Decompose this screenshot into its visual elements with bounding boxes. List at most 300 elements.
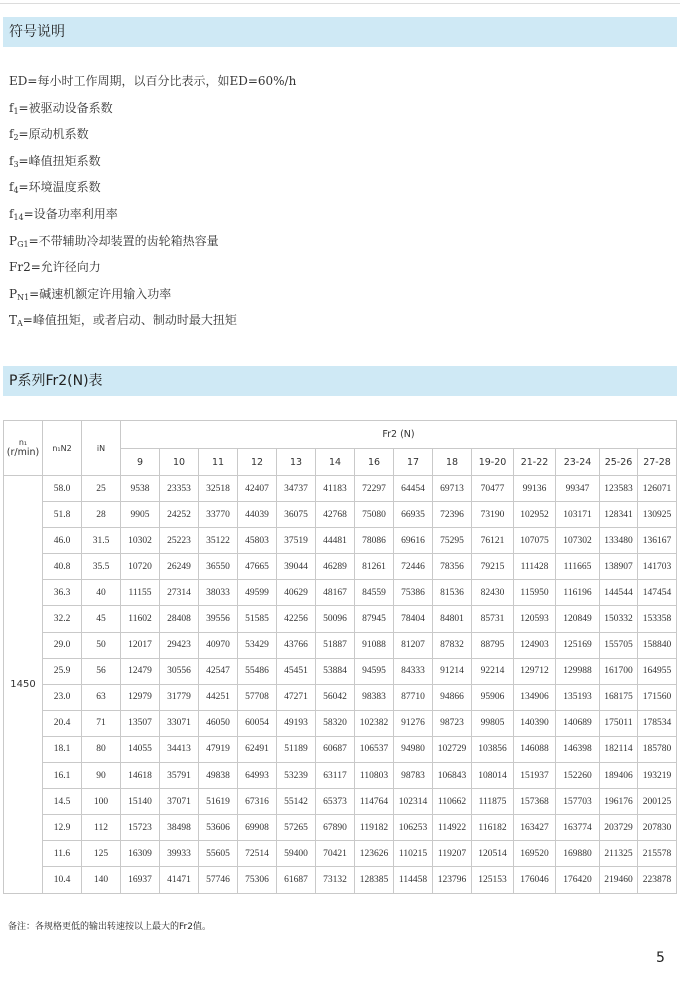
fr2-cell: 147454 xyxy=(638,580,677,606)
fr2-cell: 59400 xyxy=(277,841,316,867)
ratio-cell: 71 xyxy=(82,710,121,736)
n2-cell: 11.6 xyxy=(43,841,82,867)
fr2-cell: 12479 xyxy=(121,658,160,684)
fr2-cell: 53606 xyxy=(199,815,238,841)
fr2-cell: 94866 xyxy=(433,684,472,710)
header-size-col: 13 xyxy=(277,449,316,476)
fr2-cell: 114458 xyxy=(394,867,433,893)
header-size-col: 17 xyxy=(394,449,433,476)
fr2-cell: 45803 xyxy=(238,528,277,554)
header-size-col: 10 xyxy=(160,449,199,476)
section-title: 符号说明 xyxy=(9,24,65,40)
fr2-cell: 42768 xyxy=(316,502,355,528)
symbol-item xyxy=(9,174,296,201)
fr2-cell: 69713 xyxy=(433,476,472,502)
fr2-cell: 135193 xyxy=(556,684,600,710)
fr2-cell: 81536 xyxy=(433,580,472,606)
fr2-cell: 63117 xyxy=(316,763,355,789)
fr2-cell: 67890 xyxy=(316,815,355,841)
fr2-cell: 123583 xyxy=(600,476,638,502)
table-row xyxy=(4,867,677,893)
fr2-cell: 56042 xyxy=(316,684,355,710)
fr2-cell: 106843 xyxy=(433,763,472,789)
fr2-cell: 111875 xyxy=(472,789,514,815)
fr2-cell: 125169 xyxy=(556,632,600,658)
fr2-cell: 99805 xyxy=(472,710,514,736)
fr2-cell: 125153 xyxy=(472,867,514,893)
fr2-cell: 72396 xyxy=(433,502,472,528)
fr2-cell: 146088 xyxy=(514,736,556,762)
fr2-cell: 47665 xyxy=(238,554,277,580)
n2-cell: 32.2 xyxy=(43,606,82,632)
symbol-subscript: 14 xyxy=(13,212,24,222)
header-size-col: 16 xyxy=(355,449,394,476)
fr2-cell: 12017 xyxy=(121,632,160,658)
fr2-cell: 164955 xyxy=(638,658,677,684)
fr2-cell: 42547 xyxy=(199,658,238,684)
fr2-cell: 67316 xyxy=(238,789,277,815)
symbol-name: f xyxy=(9,206,14,221)
fr2-cell: 110662 xyxy=(433,789,472,815)
fr2-cell: 106253 xyxy=(394,815,433,841)
table-row xyxy=(4,789,677,815)
fr2-cell: 102729 xyxy=(433,736,472,762)
symbol-name: f xyxy=(9,127,14,142)
section-header-fr2-table xyxy=(3,366,677,396)
symbol-description: =峰值扭矩系数 xyxy=(18,153,101,168)
symbol-name: P xyxy=(9,286,18,301)
fr2-cell: 200125 xyxy=(638,789,677,815)
header-size-col: 9 xyxy=(121,449,160,476)
header-size-col: 27-28 xyxy=(638,449,677,476)
fr2-cell: 37519 xyxy=(277,528,316,554)
fr2-cell: 33770 xyxy=(199,502,238,528)
fr2-cell: 27314 xyxy=(160,580,199,606)
fr2-cell: 153358 xyxy=(638,606,677,632)
fr2-cell: 57708 xyxy=(238,684,277,710)
table-row xyxy=(4,658,677,684)
fr2-cell: 111428 xyxy=(514,554,556,580)
fr2-cell: 103856 xyxy=(472,736,514,762)
symbol-item xyxy=(9,148,296,175)
ratio-cell: 35.5 xyxy=(82,554,121,580)
header-n1-unit: (r/min) xyxy=(6,447,40,458)
symbol-subscript: 1 xyxy=(13,106,19,116)
symbol-subscript: 4 xyxy=(13,186,19,196)
fr2-cell: 66935 xyxy=(394,502,433,528)
table-row xyxy=(4,632,677,658)
fr2-cell: 107302 xyxy=(556,528,600,554)
fr2-cell: 150332 xyxy=(600,606,638,632)
fr2-cell: 65373 xyxy=(316,789,355,815)
n2-cell: 10.4 xyxy=(43,867,82,893)
page-number: 5 xyxy=(656,950,665,966)
fr2-cell: 87832 xyxy=(433,632,472,658)
fr2-cell: 12979 xyxy=(121,684,160,710)
symbol-description: =被驱动设备系数 xyxy=(18,100,113,115)
symbol-subscript: N1 xyxy=(17,292,30,302)
n2-cell: 36.3 xyxy=(43,580,82,606)
fr2-cell: 24252 xyxy=(160,502,199,528)
fr2-cell: 114922 xyxy=(433,815,472,841)
fr2-cell: 51619 xyxy=(199,789,238,815)
fr2-cell: 48167 xyxy=(316,580,355,606)
fr2-cell: 11602 xyxy=(121,606,160,632)
fr2-cell: 55605 xyxy=(199,841,238,867)
fr2-cell: 124903 xyxy=(514,632,556,658)
table-row xyxy=(4,580,677,606)
fr2-cell: 91214 xyxy=(433,658,472,684)
fr2-cell: 32518 xyxy=(199,476,238,502)
fr2-cell: 140390 xyxy=(514,710,556,736)
fr2-cell: 26249 xyxy=(160,554,199,580)
ratio-cell: 80 xyxy=(82,736,121,762)
fr2-cell: 51189 xyxy=(277,736,316,762)
fr2-cell: 36075 xyxy=(277,502,316,528)
fr2-cell: 57746 xyxy=(199,867,238,893)
symbol-description: =每小时工作周期，以百分比表示，如ED=60%/h xyxy=(27,74,297,88)
fr2-cell: 14055 xyxy=(121,736,160,762)
symbol-description: =允许径向力 xyxy=(30,260,101,275)
fr2-cell: 114764 xyxy=(355,789,394,815)
footnote: 备注：各规格更低的输出转速按以上最大的Fr2值。 xyxy=(8,922,211,932)
fr2-cell: 15723 xyxy=(121,815,160,841)
fr2-cell: 78356 xyxy=(433,554,472,580)
header-in: iN xyxy=(82,421,121,476)
symbol-subscript: G1 xyxy=(17,239,29,249)
fr2-cell: 102382 xyxy=(355,710,394,736)
ratio-cell: 31.5 xyxy=(82,528,121,554)
fr2-cell: 108014 xyxy=(472,763,514,789)
fr2-cell: 98383 xyxy=(355,684,394,710)
fr2-cell: 94980 xyxy=(394,736,433,762)
header-n1 xyxy=(4,421,43,476)
fr2-cell: 87945 xyxy=(355,606,394,632)
fr2-cell: 134906 xyxy=(514,684,556,710)
header-size-col: 19-20 xyxy=(472,449,514,476)
fr2-cell: 84559 xyxy=(355,580,394,606)
ratio-cell: 125 xyxy=(82,841,121,867)
fr2-cell: 46289 xyxy=(316,554,355,580)
fr2-cell: 72446 xyxy=(394,554,433,580)
fr2-cell: 85731 xyxy=(472,606,514,632)
fr2-cell: 25223 xyxy=(160,528,199,554)
table-row xyxy=(4,815,677,841)
fr2-cell: 36550 xyxy=(199,554,238,580)
n1-value: 1450 xyxy=(4,476,43,894)
top-rule xyxy=(0,3,680,4)
symbol-description: =环境温度系数 xyxy=(18,180,101,195)
fr2-cell: 60687 xyxy=(316,736,355,762)
symbol-item xyxy=(9,307,296,334)
ratio-cell: 100 xyxy=(82,789,121,815)
fr2-cell: 223878 xyxy=(638,867,677,893)
fr2-cell: 141703 xyxy=(638,554,677,580)
fr2-cell: 91276 xyxy=(394,710,433,736)
fr2-cell: 51887 xyxy=(316,632,355,658)
fr2-cell: 60054 xyxy=(238,710,277,736)
header-size-col: 21-22 xyxy=(514,449,556,476)
fr2-cell: 163427 xyxy=(514,815,556,841)
fr2-cell: 38498 xyxy=(160,815,199,841)
fr2-cell: 94595 xyxy=(355,658,394,684)
fr2-cell: 103171 xyxy=(556,502,600,528)
table-row xyxy=(4,554,677,580)
header-size-col: 14 xyxy=(316,449,355,476)
fr2-cell: 82430 xyxy=(472,580,514,606)
fr2-cell: 10302 xyxy=(121,528,160,554)
ratio-cell: 50 xyxy=(82,632,121,658)
fr2-cell: 116196 xyxy=(556,580,600,606)
fr2-cell: 64993 xyxy=(238,763,277,789)
symbol-list xyxy=(9,68,296,334)
n2-cell: 29.0 xyxy=(43,632,82,658)
fr2-cell: 75080 xyxy=(355,502,394,528)
fr2-cell: 40970 xyxy=(199,632,238,658)
fr2-cell: 53429 xyxy=(238,632,277,658)
fr2-cell: 45451 xyxy=(277,658,316,684)
ratio-cell: 25 xyxy=(82,476,121,502)
fr2-cell: 175011 xyxy=(600,710,638,736)
fr2-cell: 176046 xyxy=(514,867,556,893)
fr2-cell: 95906 xyxy=(472,684,514,710)
fr2-cell: 106537 xyxy=(355,736,394,762)
fr2-cell: 138907 xyxy=(600,554,638,580)
fr2-cell: 34737 xyxy=(277,476,316,502)
fr2-cell: 44481 xyxy=(316,528,355,554)
fr2-cell: 84333 xyxy=(394,658,433,684)
fr2-cell: 16309 xyxy=(121,841,160,867)
fr2-cell: 119182 xyxy=(355,815,394,841)
fr2-cell: 41183 xyxy=(316,476,355,502)
n2-cell: 23.0 xyxy=(43,684,82,710)
symbol-name: f xyxy=(9,153,14,168)
fr2-cell: 29423 xyxy=(160,632,199,658)
table-row xyxy=(4,736,677,762)
fr2-cell: 75295 xyxy=(433,528,472,554)
fr2-cell: 70477 xyxy=(472,476,514,502)
fr2-cell: 69616 xyxy=(394,528,433,554)
fr2-cell: 72514 xyxy=(238,841,277,867)
fr2-cell: 189406 xyxy=(600,763,638,789)
fr2-cell: 11155 xyxy=(121,580,160,606)
fr2-cell: 84801 xyxy=(433,606,472,632)
symbol-name: f xyxy=(9,100,14,115)
fr2-cell: 146398 xyxy=(556,736,600,762)
symbol-item xyxy=(9,68,296,95)
symbol-item xyxy=(9,254,296,281)
header-size-col: 25-26 xyxy=(600,449,638,476)
fr2-cell: 88795 xyxy=(472,632,514,658)
fr2-cell: 133480 xyxy=(600,528,638,554)
fr2-cell: 73132 xyxy=(316,867,355,893)
n2-cell: 25.9 xyxy=(43,658,82,684)
fr2-cell: 136167 xyxy=(638,528,677,554)
fr2-cell: 40629 xyxy=(277,580,316,606)
header-size-col: 18 xyxy=(433,449,472,476)
fr2-cell: 53884 xyxy=(316,658,355,684)
fr2-cell: 58320 xyxy=(316,710,355,736)
fr2-cell: 55486 xyxy=(238,658,277,684)
fr2-cell: 157368 xyxy=(514,789,556,815)
section-header-symbols xyxy=(3,17,677,47)
fr2-cell: 155705 xyxy=(600,632,638,658)
fr2-cell: 120593 xyxy=(514,606,556,632)
header-n1-symbol: n₁ xyxy=(18,438,28,447)
table-row xyxy=(4,684,677,710)
fr2-cell: 72297 xyxy=(355,476,394,502)
fr2-cell: 69908 xyxy=(238,815,277,841)
fr2-cell: 23353 xyxy=(160,476,199,502)
ratio-cell: 56 xyxy=(82,658,121,684)
fr2-cell: 49193 xyxy=(277,710,316,736)
header-size-col: 11 xyxy=(199,449,238,476)
fr2-cell: 115950 xyxy=(514,580,556,606)
fr2-cell: 87710 xyxy=(394,684,433,710)
fr2-cell: 120514 xyxy=(472,841,514,867)
fr2-cell: 169520 xyxy=(514,841,556,867)
fr2-cell: 193219 xyxy=(638,763,677,789)
symbol-name: P xyxy=(9,233,18,248)
symbol-subscript: 2 xyxy=(13,133,19,143)
table-row xyxy=(4,606,677,632)
fr2-cell: 110803 xyxy=(355,763,394,789)
fr2-cell: 110215 xyxy=(394,841,433,867)
fr2-cell: 62491 xyxy=(238,736,277,762)
fr2-cell: 64454 xyxy=(394,476,433,502)
table-row xyxy=(4,502,677,528)
fr2-cell: 91088 xyxy=(355,632,394,658)
fr2-cell: 55142 xyxy=(277,789,316,815)
header-n2: n₁N2 xyxy=(43,421,82,476)
fr2-cell: 49838 xyxy=(199,763,238,789)
fr2-cell: 30556 xyxy=(160,658,199,684)
fr2-cell: 14618 xyxy=(121,763,160,789)
fr2-cell: 152260 xyxy=(556,763,600,789)
fr2-cell: 140689 xyxy=(556,710,600,736)
fr2-cell: 47271 xyxy=(277,684,316,710)
fr2-cell: 99136 xyxy=(514,476,556,502)
fr2-cell: 176420 xyxy=(556,867,600,893)
table-row xyxy=(4,841,677,867)
fr2-cell: 75306 xyxy=(238,867,277,893)
fr2-cell: 98783 xyxy=(394,763,433,789)
ratio-cell: 90 xyxy=(82,763,121,789)
fr2-cell: 35791 xyxy=(160,763,199,789)
symbol-subscript: A xyxy=(17,319,23,329)
fr2-cell: 50096 xyxy=(316,606,355,632)
fr2-cell: 49599 xyxy=(238,580,277,606)
fr2-cell: 123626 xyxy=(355,841,394,867)
fr2-cell: 39044 xyxy=(277,554,316,580)
fr2-cell: 28408 xyxy=(160,606,199,632)
fr2-cell: 39556 xyxy=(199,606,238,632)
fr2-cell: 79215 xyxy=(472,554,514,580)
ratio-cell: 63 xyxy=(82,684,121,710)
fr2-cell: 203729 xyxy=(600,815,638,841)
fr2-cell: 123796 xyxy=(433,867,472,893)
fr2-cell: 38033 xyxy=(199,580,238,606)
fr2-cell: 10720 xyxy=(121,554,160,580)
n2-cell: 20.4 xyxy=(43,710,82,736)
fr2-cell: 44251 xyxy=(199,684,238,710)
fr2-cell: 34413 xyxy=(160,736,199,762)
symbol-name: ED xyxy=(9,74,28,88)
symbol-description: =设备功率利用率 xyxy=(23,206,118,221)
ratio-cell: 40 xyxy=(82,580,121,606)
fr2-cell: 130925 xyxy=(638,502,677,528)
n2-cell: 40.8 xyxy=(43,554,82,580)
table-row xyxy=(4,528,677,554)
fr2-cell: 151937 xyxy=(514,763,556,789)
fr2-cell: 144544 xyxy=(600,580,638,606)
fr2-cell: 196176 xyxy=(600,789,638,815)
fr2-cell: 78086 xyxy=(355,528,394,554)
fr2-cell: 111665 xyxy=(556,554,600,580)
symbol-item xyxy=(9,95,296,122)
fr2-cell: 171560 xyxy=(638,684,677,710)
ratio-cell: 45 xyxy=(82,606,121,632)
n2-cell: 12.9 xyxy=(43,815,82,841)
symbol-description: =原动机系数 xyxy=(18,127,89,142)
fr2-cell: 128385 xyxy=(355,867,394,893)
n2-cell: 14.5 xyxy=(43,789,82,815)
fr2-cell: 102314 xyxy=(394,789,433,815)
fr2-cell: 78404 xyxy=(394,606,433,632)
symbol-item xyxy=(9,228,296,255)
n2-cell: 46.0 xyxy=(43,528,82,554)
fr2-cell: 9905 xyxy=(121,502,160,528)
fr2-cell: 16937 xyxy=(121,867,160,893)
ratio-cell: 112 xyxy=(82,815,121,841)
fr2-cell: 13507 xyxy=(121,710,160,736)
fr2-cell: 126071 xyxy=(638,476,677,502)
fr2-cell: 15140 xyxy=(121,789,160,815)
ratio-cell: 140 xyxy=(82,867,121,893)
fr2-cell: 35122 xyxy=(199,528,238,554)
n2-cell: 51.8 xyxy=(43,502,82,528)
fr2-cell: 61687 xyxy=(277,867,316,893)
symbol-item xyxy=(9,281,296,308)
fr2-cell: 42407 xyxy=(238,476,277,502)
fr2-cell: 41471 xyxy=(160,867,199,893)
fr2-cell: 44039 xyxy=(238,502,277,528)
symbol-name: Fr2 xyxy=(9,260,31,275)
fr2-cell: 119207 xyxy=(433,841,472,867)
fr2-cell: 169880 xyxy=(556,841,600,867)
table-row xyxy=(4,763,677,789)
fr2-cell: 157703 xyxy=(556,789,600,815)
fr2-cell: 39933 xyxy=(160,841,199,867)
fr2-cell: 33071 xyxy=(160,710,199,736)
fr2-cell: 81261 xyxy=(355,554,394,580)
header-fr2: Fr2 (N) xyxy=(121,421,677,449)
symbol-description: =碱速机额定许用输入功率 xyxy=(29,286,172,301)
n2-cell: 16.1 xyxy=(43,763,82,789)
table-row xyxy=(4,710,677,736)
fr2-cell: 46050 xyxy=(199,710,238,736)
fr2-cell: 81207 xyxy=(394,632,433,658)
fr2-cell: 53239 xyxy=(277,763,316,789)
fr2-cell: 98723 xyxy=(433,710,472,736)
fr2-cell: 116182 xyxy=(472,815,514,841)
fr2-cell: 51585 xyxy=(238,606,277,632)
symbol-description: =不带辅助冷却装置的齿轮箱热容量 xyxy=(28,233,219,248)
header-size-col: 23-24 xyxy=(556,449,600,476)
header-size-col: 12 xyxy=(238,449,277,476)
fr2-cell: 168175 xyxy=(600,684,638,710)
fr2-cell: 31779 xyxy=(160,684,199,710)
